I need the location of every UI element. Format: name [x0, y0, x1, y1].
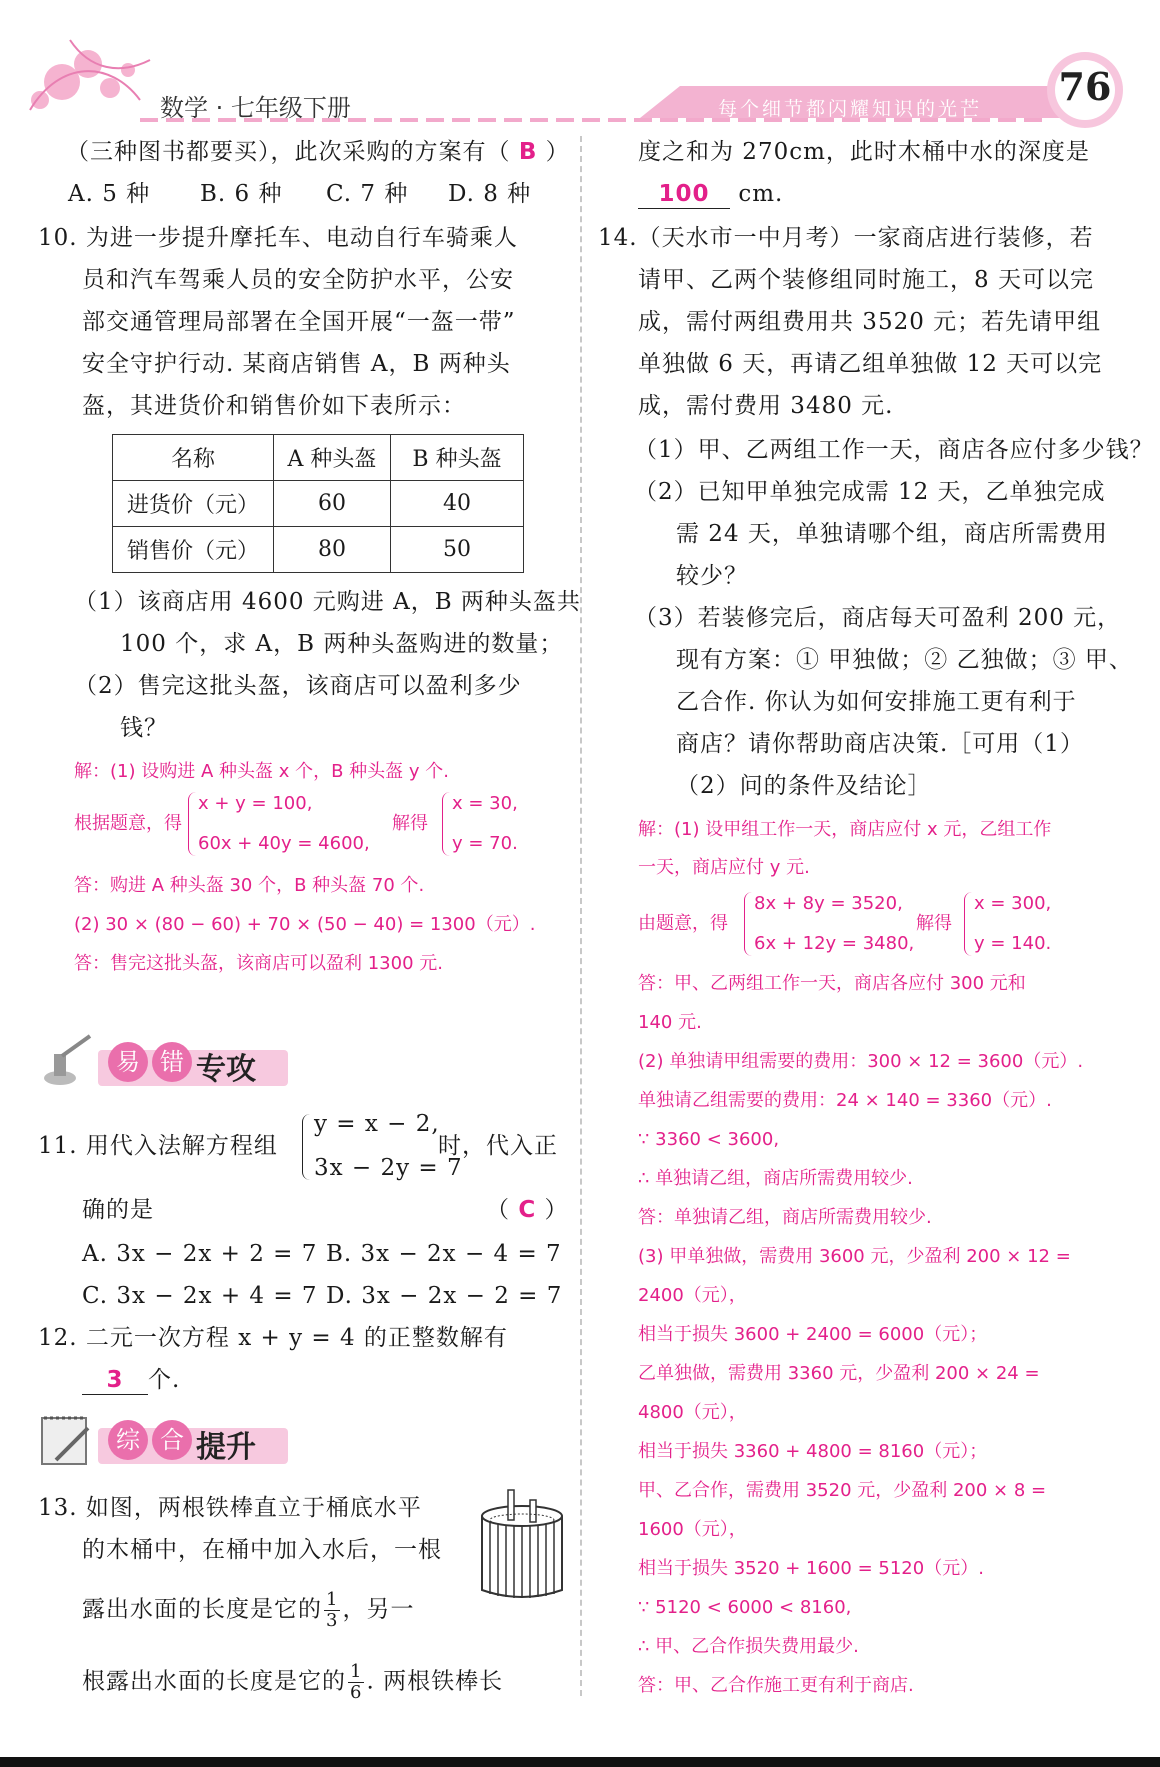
header-slogan: 每个细节都闪耀知识的光芒 — [718, 98, 983, 120]
table-cell: 50 — [391, 527, 524, 573]
q9-option-b: B. 6 种 — [200, 181, 283, 207]
solution-line: 单独请乙组需要的费用：24 × 140 = 3360（元）. — [638, 1090, 1052, 1111]
solution-line: 相当于损失 3600 + 2400 = 6000（元）； — [638, 1324, 988, 1345]
q14-sub: 乙合作. 你认为如何安排施工更有利于 — [676, 689, 1077, 715]
q11-option-c: C. 3x − 2x + 4 = 7 — [82, 1283, 318, 1309]
equation: 3x − 2y = 7 — [314, 1155, 463, 1181]
q14-sub: （1）甲、乙两组工作一天，商店各应付多少钱？ — [634, 437, 1154, 463]
solution-line: 乙单独做，需费用 3360 元，少盈利 200 × 24 = — [638, 1363, 1040, 1384]
q10-line: 10. 为进一步提升摩托车、电动自行车骑乘人 — [38, 225, 518, 251]
equation: y = x − 2, — [314, 1111, 440, 1137]
q14-line: 14.（天水市一中月考）一家商店进行装修，若 — [598, 225, 1094, 251]
book-title: 数学 · 七年级下册 — [160, 94, 351, 122]
solution-line: 答：售完这批头盔，该商店可以盈利 1300 元. — [74, 953, 443, 974]
q10-line: 员和汽车驾乘人员的安全防护水平，公安 — [82, 267, 514, 293]
table-cell: 进货价（元） — [113, 481, 274, 527]
q9-continuation: （三种图书都要买），此次采购的方案有（ B ） — [66, 139, 570, 165]
q9-answer: B — [518, 139, 538, 165]
solution-line: 140 元. — [638, 1012, 702, 1033]
equation: y = 140. — [974, 933, 1052, 954]
solution-line: 相当于损失 3520 + 1600 = 5120（元）. — [638, 1558, 984, 1579]
fraction: $\frac{1}{3}$ — [326, 1589, 339, 1631]
price-table — [112, 434, 524, 573]
q11-answer: C — [518, 1197, 537, 1223]
solution-line: (2) 单独请甲组需要的费用：300 × 12 = 3600（元）. — [638, 1051, 1084, 1072]
q14-sub: 需 24 天，单独请哪个组，商店所需费用 — [676, 521, 1108, 547]
q11-stem: 时，代入正 — [438, 1133, 558, 1159]
q13-line: 13. 如图，两根铁棒直立于桶底水平 — [38, 1495, 422, 1521]
q11-option-a: A. 3x − 2x + 2 = 7 — [82, 1241, 318, 1267]
q10-sub: （2）售完这批头盔，该商店可以盈利多少 — [74, 673, 522, 699]
q14-sub: （2）问的条件及结论］ — [676, 773, 932, 799]
bottom-edge-bar — [0, 1757, 1160, 1767]
solution-line: 一天，商店应付 y 元. — [638, 857, 810, 878]
page-header — [0, 0, 1160, 128]
equation: 8x + 8y = 3520, — [754, 893, 903, 914]
q14-sub: 商店？请你帮助商店决策.［可用（1） — [676, 731, 1084, 757]
table-cell: 40 — [391, 481, 524, 527]
solution-line: 甲、乙合作，需费用 3520 元，少盈利 200 × 8 = — [638, 1480, 1047, 1501]
q10-sub: （1）该商店用 4600 元购进 A，B 两种头盔共 — [74, 589, 581, 615]
equation: y = 70. — [452, 833, 518, 854]
page-number: 76 — [1058, 64, 1112, 109]
brace — [964, 892, 973, 956]
solution-line: 2400（元）， — [638, 1285, 747, 1306]
q10-line: 部交通管理局部署在全国开展“一盔一带” — [82, 309, 516, 335]
solution-line: 1600（元）， — [638, 1519, 747, 1540]
q10-sub: 100 个，求 A，B 两种头盔购进的数量； — [120, 631, 564, 657]
q10-line: 盔，其进货价和销售价如下表所示： — [82, 393, 466, 419]
table-header-cell: A 种头盔 — [274, 435, 391, 481]
column-divider — [580, 136, 582, 1696]
solution-line: 由题意，得 — [638, 913, 728, 934]
solution-line: ∴ 甲、乙合作损失费用最少. — [638, 1636, 859, 1657]
solution-line: 解得 — [392, 813, 428, 834]
solution-line: ∴ 单独请乙组，商店所需费用较少. — [638, 1168, 913, 1189]
bucket-figure-icon — [472, 1488, 572, 1608]
equation: 6x + 12y = 3480, — [754, 933, 915, 954]
q12-stem: 12. 二元一次方程 x + y = 4 的正整数解有 — [38, 1325, 508, 1351]
equation: x = 300, — [974, 893, 1052, 914]
solution-line: 答：单独请乙组，商店所需费用较少. — [638, 1207, 932, 1228]
q11-answer-slot: （ C ） — [486, 1197, 569, 1223]
q14-sub: （3）若装修完后，商店每天可盈利 200 元， — [634, 605, 1122, 631]
brace — [744, 892, 753, 956]
brace — [442, 792, 451, 856]
q14-sub: 较少？ — [676, 563, 748, 589]
table-row — [113, 527, 524, 573]
table-row — [113, 481, 524, 527]
section-heading-comprehensive: 综 合 提升 — [38, 1410, 338, 1470]
solution-line: (2) 30 × (80 − 60) + 70 × (50 − 40) = 1300（元）. — [74, 914, 536, 935]
table-header-row — [113, 435, 524, 481]
solution-line: 解：(1) 设购进 A 种头盔 x 个，B 种头盔 y 个. — [74, 761, 449, 782]
solution-line: 根据题意，得 — [74, 813, 182, 834]
table-cell: 60 — [274, 481, 391, 527]
q11-stem: 确的是 — [82, 1197, 154, 1223]
solution-line: ∵ 3360 < 3600, — [638, 1129, 780, 1150]
equation: 60x + 40y = 4600, — [198, 833, 370, 854]
solution-line: (3) 甲单独做，需费用 3600 元，少盈利 200 × 12 = — [638, 1246, 1071, 1267]
solution-line: 解得 — [916, 913, 952, 934]
q14-line: 单独做 6 天，再请乙组单独做 12 天可以完 — [638, 351, 1103, 377]
q10-line: 安全守护行动. 某商店销售 A，B 两种头 — [82, 351, 511, 377]
solution-line: ∵ 5120 < 6000 < 8160, — [638, 1597, 852, 1618]
q9-option-d: D. 8 种 — [448, 181, 532, 207]
q12-answer-line: 3 个. — [82, 1366, 180, 1395]
q13-line: 露出水面的长度是它的 $\frac{1}{3}$ ，另一 — [82, 1589, 415, 1631]
solution-line: 答：购进 A 种头盔 30 个，B 种头盔 70 个. — [74, 875, 425, 896]
table-header-cell: 名称 — [113, 435, 274, 481]
q13-answer: 100 — [638, 180, 730, 209]
q9-option-c: C. 7 种 — [326, 181, 409, 207]
q10-sub: 钱？ — [120, 715, 168, 741]
equation: x = 30, — [452, 793, 518, 814]
section-heading-common-errors: 易 错 专攻 — [38, 1032, 338, 1092]
q9-option-a: A. 5 种 — [68, 181, 151, 207]
brace — [302, 1114, 311, 1180]
q14-sub: 现有方案：① 甲独做；② 乙独做；③ 甲、 — [676, 647, 1133, 673]
q13-answer-line: 100 cm. — [638, 180, 783, 209]
q14-line: 请甲、乙两个装修组同时施工，8 天可以完 — [638, 267, 1094, 293]
q11-stem: 11. 用代入法解方程组 — [38, 1133, 278, 1159]
table-cell: 80 — [274, 527, 391, 573]
table-cell: 销售价（元） — [113, 527, 274, 573]
magnifier-icon — [38, 1032, 98, 1092]
table-header-cell: B 种头盔 — [391, 435, 524, 481]
solution-line: 答：甲、乙两组工作一天，商店各应付 300 元和 — [638, 973, 1026, 994]
solution-line: 4800（元）， — [638, 1402, 747, 1423]
solution-line: 答：甲、乙合作施工更有利于商店. — [638, 1675, 914, 1696]
q14-sub: （2）已知甲单独完成需 12 天，乙单独完成 — [634, 479, 1106, 505]
q11-option-d: D. 3x − 2x − 2 = 7 — [326, 1283, 563, 1309]
brace — [188, 792, 197, 856]
q11-option-b: B. 3x − 2x − 4 = 7 — [326, 1241, 562, 1267]
q13-line: 根露出水面的长度是它的 $\frac{1}{6}$ . 两根铁棒长 — [82, 1661, 504, 1703]
solution-line: 相当于损失 3360 + 4800 = 8160（元）； — [638, 1441, 988, 1462]
q14-line: 成，需付费用 3480 元. — [638, 393, 894, 419]
q12-answer: 3 — [82, 1366, 148, 1395]
equation: x + y = 100, — [198, 793, 313, 814]
notepad-icon — [38, 1410, 98, 1470]
solution-line: 解：(1) 设甲组工作一天，商店应付 x 元，乙组工作 — [638, 819, 1052, 840]
q13-continuation: 度之和为 270cm，此时木桶中水的深度是 — [638, 139, 1090, 165]
q13-line: 的木桶中，在桶中加入水后，一根 — [82, 1537, 442, 1563]
fraction: $\frac{1}{6}$ — [350, 1661, 363, 1703]
q14-line: 成，需付两组费用共 3520 元；若先请甲组 — [638, 309, 1102, 335]
